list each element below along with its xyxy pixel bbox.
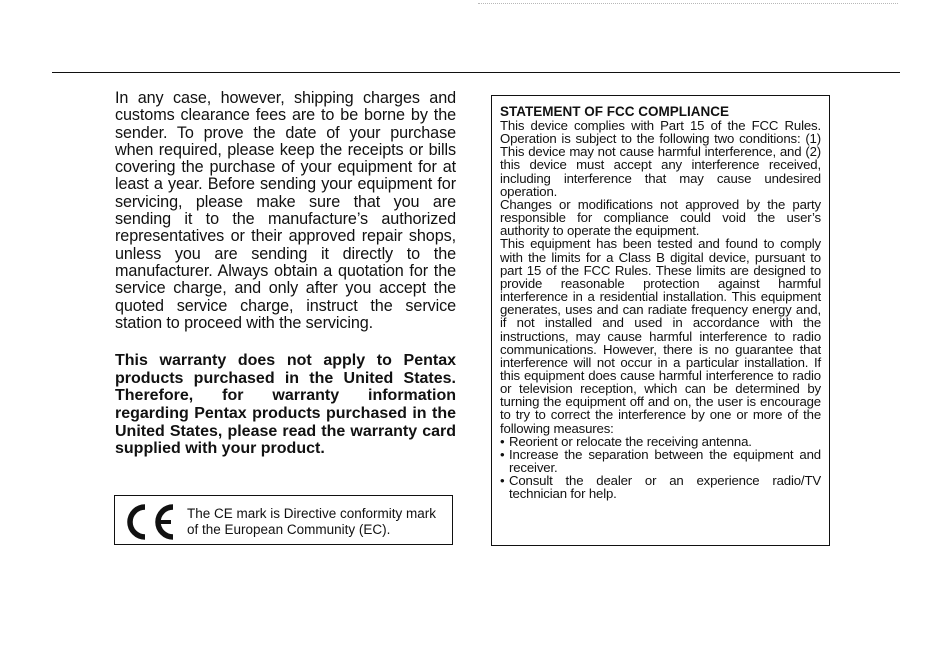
- shipping-paragraph: In any case, however, shipping charges and customs clearance fees are to be borne by the sender. To prove the date of your purchase when required, please keep the receipts or bills covering the purchase of your equipment for at least a year. Before sending your equipment for servicing, please make sure that you are sending it to the manufacture’s authorized representatives or their approved repair shops, unless you are sending it directly to the manufacturer. Always obtain a quotation for the service charge, and only after you accept the quoted service charge, instruct the service station to proceed with the servicing.: [115, 89, 456, 332]
- warranty-text-column: [115, 90, 456, 458]
- fcc-title: STATEMENT OF FCC COMPLIANCE: [500, 104, 729, 119]
- fcc-measures-list: [500, 435, 821, 501]
- list-item: [500, 474, 821, 500]
- list-item: [500, 448, 821, 474]
- top-faint-rule: [478, 3, 898, 4]
- bullet-icon: •: [500, 446, 505, 462]
- fcc-modifications-paragraph: Changes or modifications not approved by the party responsible for compliance could void the user’s authority to operate the equipment.: [500, 196, 821, 239]
- bullet-icon: •: [500, 473, 505, 489]
- list-item-text: Increase the separation between the equipment and receiver.: [509, 446, 821, 476]
- fcc-statement-box: [491, 95, 830, 546]
- fcc-class-b-paragraph: This equipment has been tested and found to comply with the limits for a Class B digital device, pursuant to part 15 of the FCC Rules. These limits are designed to provide reasonable protection against harmful interference in a residential installation. This equipment generates, uses and can radiate frequency energy and, if not installed and used in accordance with the instructions, may cause harmful interference to radio communications. However, there is no guarantee that interference will not occur in a particular installation. If this equipment does cause harmful interference to radio or television reception, which can be determined by turning the equipment off and on, the user is encourage to try to correct the interference by one or more of the following measures:: [500, 236, 821, 436]
- header-rule: [52, 72, 900, 73]
- list-item-text: Reorient or relocate the receiving antenna.: [509, 433, 752, 449]
- ce-mark-box: [114, 495, 453, 545]
- list-item-text: Consult the dealer or an experience radio/TV technician for help.: [509, 473, 821, 502]
- ce-mark-description: The CE mark is Directive conformity mark of the European Community (EC).: [187, 506, 437, 537]
- ce-mark-logo: [121, 502, 183, 542]
- warranty-notice-paragraph: This warranty does not apply to Pentax products purchased in the United States. Therefore, for warranty information regarding Pentax products purchased in the United States, please read the warranty card supplied with your product.: [115, 352, 456, 458]
- bullet-icon: •: [500, 433, 505, 449]
- fcc-compliance-paragraph: This device complies with Part 15 of the FCC Rules. Operation is subject to the following two conditions: (1) This device may not cause harmful interference, and (2) this device must accept any interference received, including interference that may cause undesired operation.: [500, 118, 821, 199]
